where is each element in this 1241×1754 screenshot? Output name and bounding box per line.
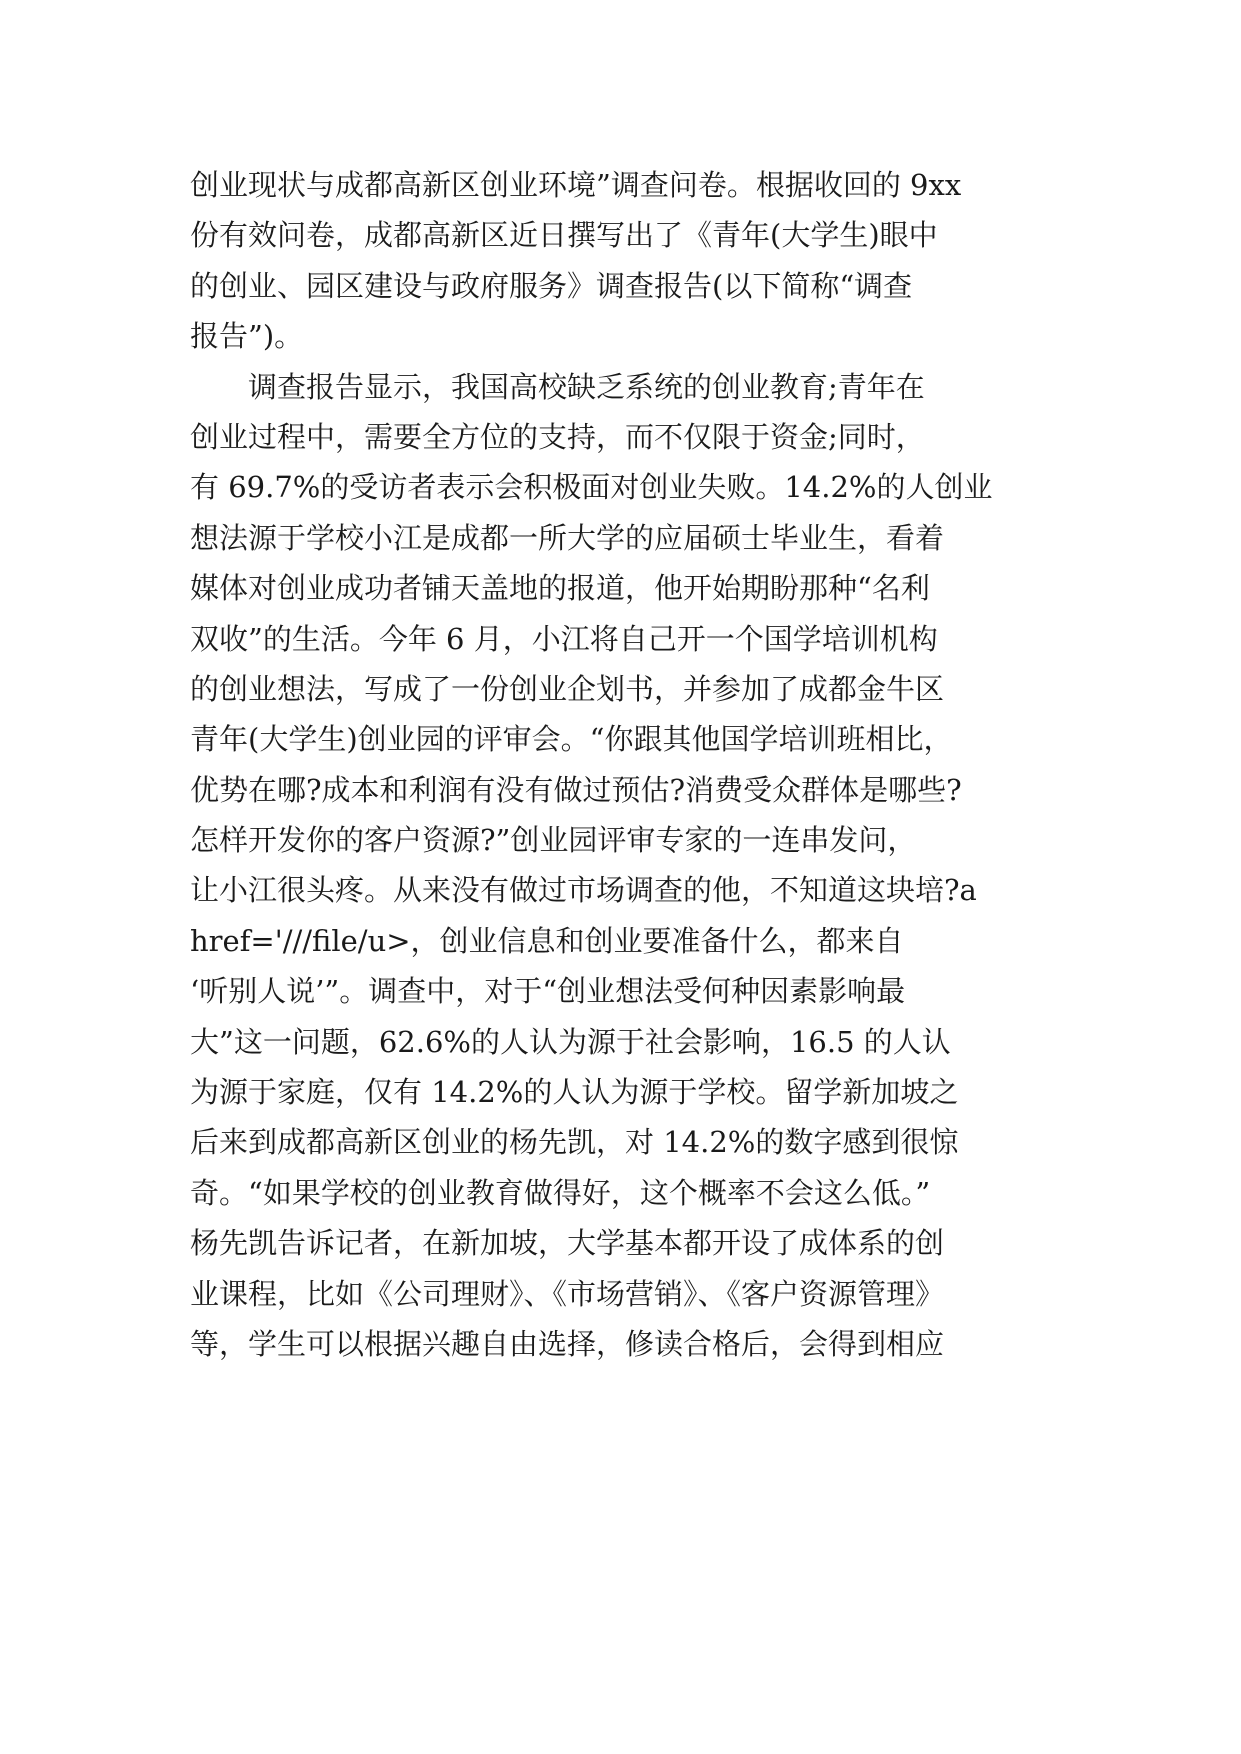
text-line: 等，学生可以根据兴趣自由选择，修读合格后，会得到相应 — [190, 1326, 945, 1361]
text-line: href='///file/u>，创业信息和创业要准备什么，都来自 — [190, 923, 904, 958]
text-line: 份有效问卷，成都高新区近日撰写出了《青年(大学生)眼中 — [190, 218, 938, 253]
text-line: 报告”)。 — [190, 319, 304, 354]
text-line: 优势在哪?成本和利润有没有做过预估?消费受众群体是哪些? — [190, 772, 962, 807]
text-line: 奇。“如果学校的创业教育做得好，这个概率不会这么低。” — [190, 1175, 931, 1210]
text-line: 后来到成都高新区创业的杨先凯，对 14.2%的数字感到很惊 — [190, 1125, 959, 1160]
text-line: 媒体对创业成功者铺天盖地的报道，他开始期盼那种“名利 — [190, 571, 930, 606]
text-line: 创业现状与成都高新区创业环境”调查问卷。根据收回的 9xx — [190, 168, 962, 202]
text-line: 怎样开发你的客户资源?”创业园评审专家的一连串发问， — [190, 823, 917, 858]
text-line: 为源于家庭，仅有 14.2%的人认为源于学校。留学新加坡之 — [190, 1075, 959, 1110]
text-line: 大”这一问题，62.6%的人认为源于社会影响，16.5 的人认 — [190, 1024, 951, 1059]
body-text — [190, 160, 1050, 1369]
text-line: 让小江很头疼。从来没有做过市场调查的他，不知道这块培?a — [190, 873, 977, 908]
text-line: 调查报告显示，我国高校缺乏系统的创业教育;青年在 — [190, 369, 925, 404]
text-line: 业课程，比如《公司理财》、《市场营销》、《客户资源管理》 — [190, 1276, 945, 1311]
text-line: 的创业、园区建设与政府服务》调查报告(以下简称“调查 — [190, 268, 913, 303]
text-line: 青年(大学生)创业园的评审会。“你跟其他国学培训班相比， — [190, 722, 953, 757]
text-line: 杨先凯告诉记者，在新加坡，大学基本都开设了成体系的创 — [190, 1226, 945, 1261]
text-line: 创业过程中，需要全方位的支持，而不仅限于资金;同时， — [190, 419, 925, 454]
text-line: ‘听别人说’”。调查中，对于“创业想法受何种因素影响最 — [190, 974, 906, 1009]
text-line: 想法源于学校小江是成都一所大学的应届硕士毕业生，看着 — [190, 520, 945, 555]
text-line: 有 69.7%的受访者表示会积极面对创业失败。14.2%的人创业 — [190, 470, 993, 505]
text-line: 的创业想法，写成了一份创业企划书，并参加了成都金牛区 — [190, 671, 945, 706]
text-line: 双收”的生活。今年 6 月，小江将自己开一个国学培训机构 — [190, 621, 938, 656]
